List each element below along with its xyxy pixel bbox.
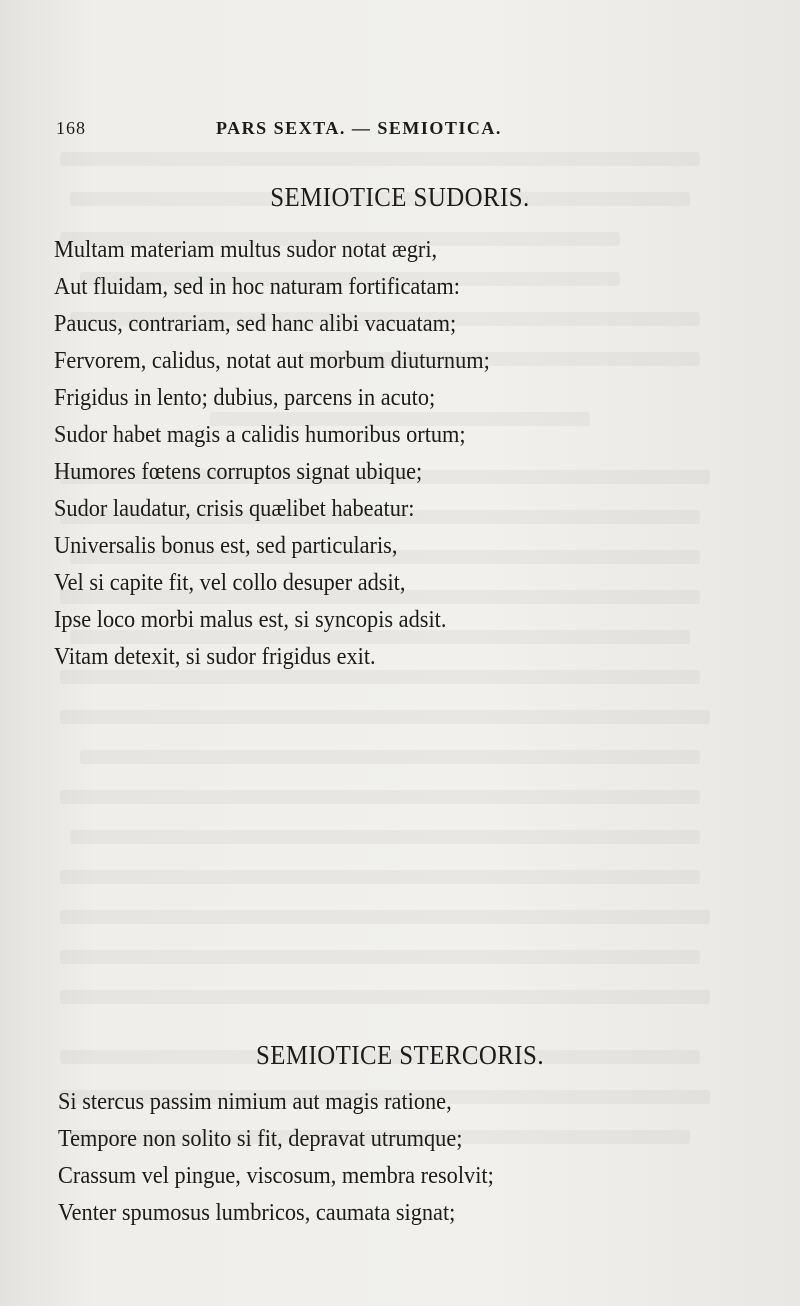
section-title-sudoris: SEMIOTICE SUDORIS. <box>270 182 530 212</box>
verse-line: Aut fluidam, sed in hoc naturam fortificatam: <box>54 274 460 300</box>
verse-line: Sudor laudatur, crisis quælibet habeatur: <box>54 496 415 522</box>
verse-line: Si stercus passim nimium aut magis ratione, <box>58 1089 452 1115</box>
verse-line: Humores fœtens corruptos signat ubique; <box>54 459 423 485</box>
verse-line: Sudor habet magis a calidis humoribus ortum; <box>54 422 466 448</box>
page-number: 168 <box>56 118 86 138</box>
verse-line: Vel si capite fit, vel collo desuper adsit, <box>54 570 406 596</box>
running-head <box>56 118 556 144</box>
verse-line: Fervorem, calidus, notat aut morbum diuturnum; <box>54 348 490 374</box>
verse-line: Ipse loco morbi malus est, si syncopis adsit. <box>54 607 447 633</box>
verse-line: Tempore non solito si fit, depravat utrumque; <box>58 1126 463 1152</box>
verse-line: Vitam detexit, si sudor frigidus exit. <box>54 644 376 670</box>
verse-line: Universalis bonus est, sed particularis, <box>54 533 398 559</box>
verse-block-stercoris <box>58 1084 527 1232</box>
verse-line: Frigidus in lento; dubius, parcens in acuto; <box>54 385 436 411</box>
verse-block-sudoris <box>54 232 523 676</box>
verse-line: Paucus, contrariam, sed hanc alibi vacuatam; <box>54 311 457 337</box>
verse-line: Venter spumosus lumbricos, caumata signat; <box>58 1200 456 1226</box>
verse-line: Multam materiam multus sudor notat ægri, <box>54 237 438 263</box>
verse-line: Crassum vel pingue, viscosum, membra resolvit; <box>58 1163 494 1189</box>
section-title-stercoris: SEMIOTICE STERCORIS. <box>256 1040 544 1070</box>
running-title: PARS SEXTA. — SEMIOTICA. <box>216 118 502 138</box>
